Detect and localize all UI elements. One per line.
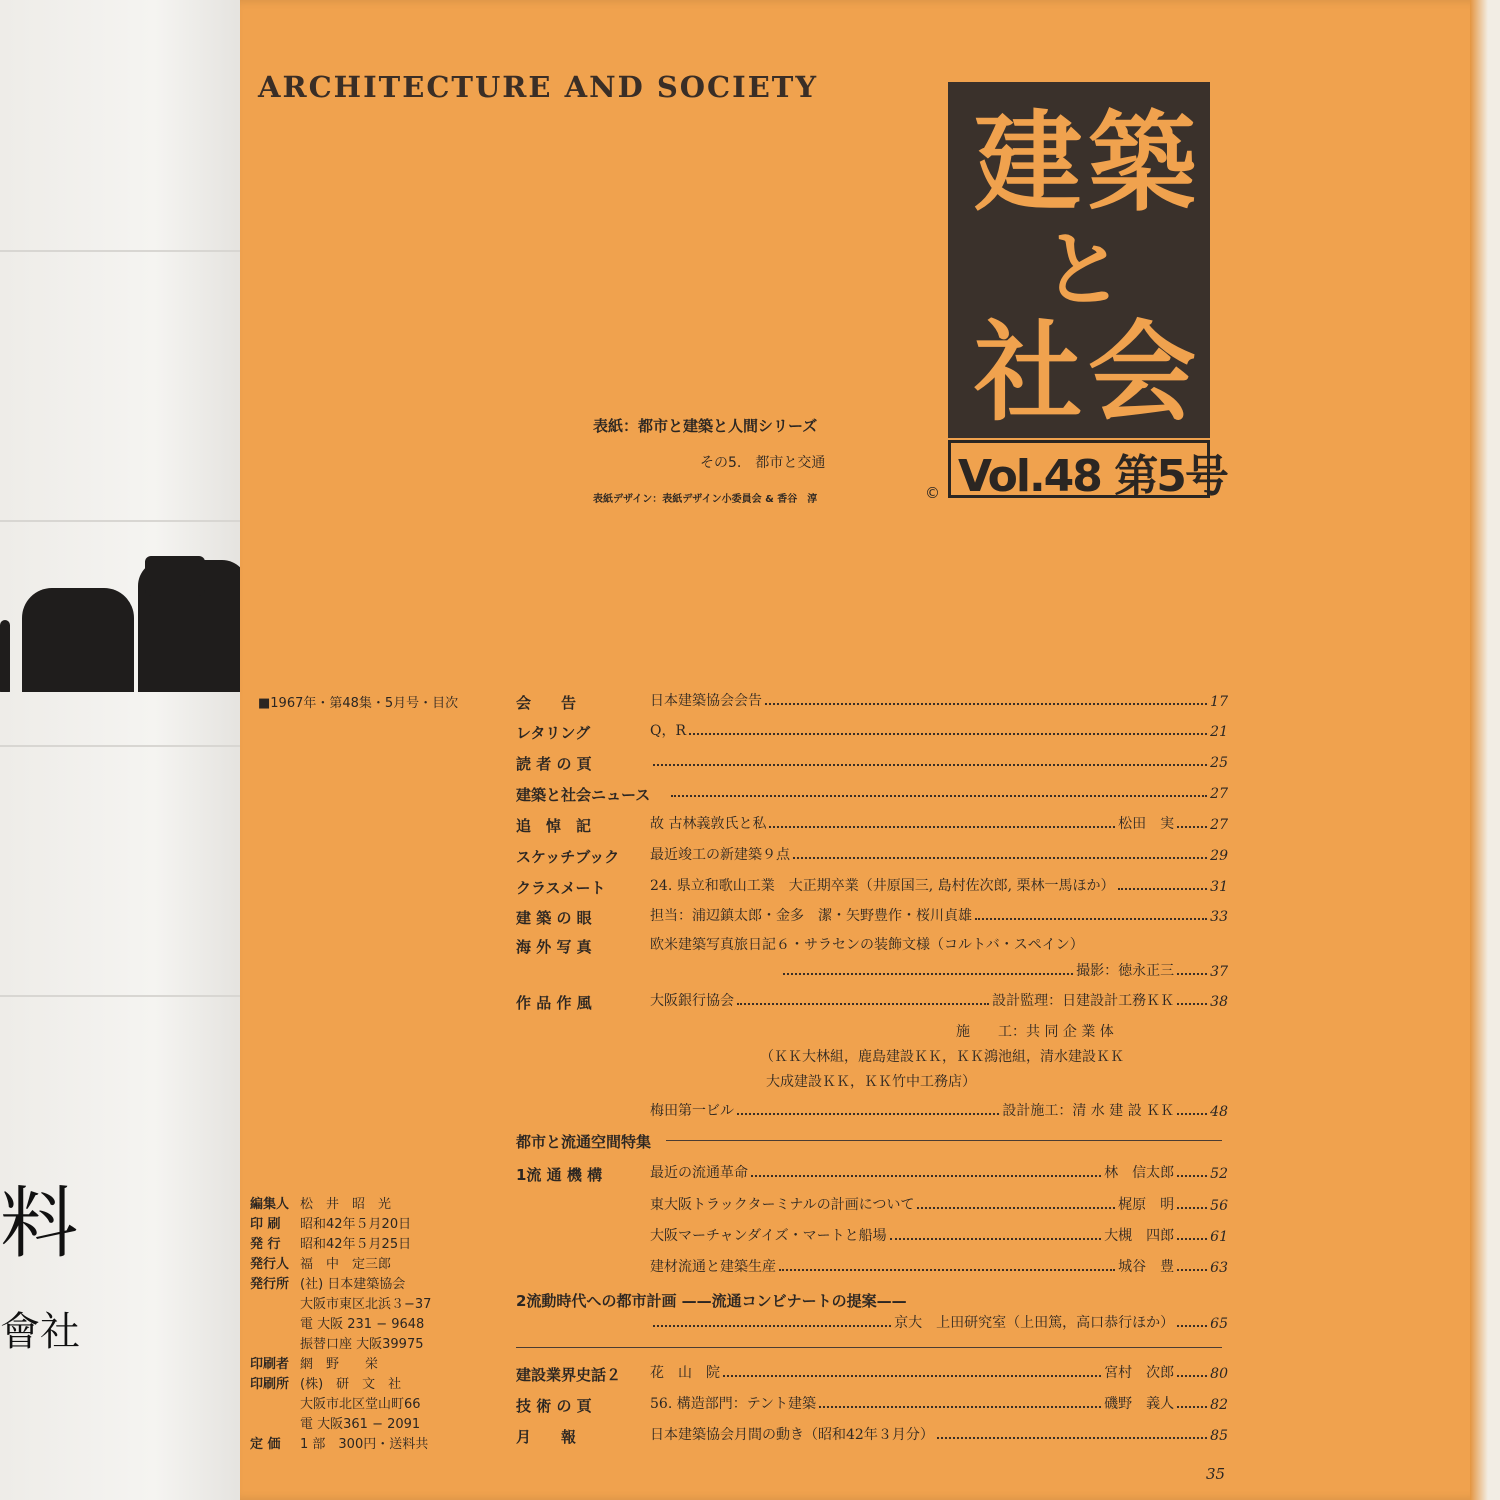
leader-dots [1177, 1375, 1207, 1377]
toc-entry[interactable] [650, 690, 1228, 710]
page-fold [0, 995, 258, 997]
leader-dots [765, 703, 1207, 705]
toc-page-number: 29 [1210, 848, 1228, 864]
colophon-line [250, 1255, 391, 1275]
masthead-char: 築 [1088, 101, 1197, 226]
toc-entry[interactable] [650, 1225, 1228, 1245]
cover-note-label: 表紙：都市と建築と人間シリーズ [593, 417, 818, 435]
leader-dots [917, 1207, 1115, 1209]
leader-dots [1177, 1238, 1207, 1240]
colophon-value: 1 部 300円・送料共 [300, 1437, 429, 1452]
colophon-value: 電 大阪 231 − 9648 [300, 1317, 425, 1332]
toc-page-number: 52 [1210, 1166, 1228, 1182]
toc-title: Q，R [650, 723, 687, 739]
toc-title: 担当：浦辺鎮太郎・金多 潔・矢野豊作・桜川貞雄 [650, 908, 972, 924]
leader-dots [737, 1003, 989, 1005]
toc-section: 1流 通 機 構 [516, 1166, 603, 1184]
toc-entry[interactable] [650, 905, 1228, 925]
leader-dots [783, 973, 1073, 975]
page-fold [0, 250, 258, 252]
toc-page-number: 37 [1210, 964, 1228, 980]
colophon-line [250, 1235, 411, 1255]
toc-section: スケッチブック [516, 848, 620, 866]
toc-title: 建材流通と建築生産 [650, 1259, 776, 1275]
toc-author: 梶原 明 [1118, 1197, 1175, 1213]
colophon-value: 振替口座 大阪39975 [300, 1337, 424, 1352]
masthead-char: と [1042, 223, 1125, 318]
page-edge [1470, 0, 1500, 1500]
left-facing-page [0, 0, 258, 1500]
copyright-mark: © [925, 484, 940, 502]
toc-entry[interactable] [650, 1312, 1228, 1332]
leader-dots [671, 795, 1207, 797]
colophon-value: 昭和42年５月20日 [300, 1217, 412, 1232]
toc-section: 追 悼 記 [516, 817, 592, 835]
toc-title: 故 古林義敦氏と私 [650, 816, 767, 832]
divider [666, 1140, 1222, 1141]
toc-section: レタリング [516, 724, 591, 742]
toc-page-number: 56 [1210, 1198, 1228, 1214]
colophon-line [250, 1335, 424, 1355]
ink-shape [145, 556, 205, 596]
toc-heading: ■1967年・第48集・5月号・目次 [258, 696, 459, 711]
toc-author: 設計監理：日建設計工務ＫＫ [992, 993, 1175, 1009]
feature-title: 都市と流通空間特集 [516, 1133, 652, 1151]
toc-title: 最近竣工の新建築９点 [650, 847, 790, 863]
cover-note-sub: その5. 都市と交通 [700, 455, 826, 471]
colophon-line [250, 1315, 424, 1335]
colophon-value: 昭和42年５月25日 [300, 1237, 412, 1252]
toc-section: 建設業界史話２ [516, 1366, 622, 1384]
colophon-label: 発 行 [250, 1237, 281, 1252]
toc-page-number: 27 [1210, 786, 1228, 802]
page-fold [0, 745, 258, 747]
leader-dots [1177, 973, 1207, 975]
toc-section: 建築と社会ニュース [516, 786, 651, 804]
page-number: 35 [1206, 1465, 1226, 1483]
colophon-line [250, 1435, 428, 1455]
colophon-label: 印刷者 [250, 1357, 290, 1372]
leader-dots [769, 826, 1115, 828]
toc-entry[interactable] [650, 813, 1228, 833]
leader-dots [1177, 1113, 1207, 1115]
leader-dots [819, 1406, 1101, 1408]
toc-page-number: 17 [1210, 694, 1228, 710]
toc-title: 大阪マーチャンダイズ・マートと船場 [650, 1228, 887, 1244]
colophon-value: 福 中 定三郎 [300, 1257, 392, 1272]
toc-title: 日本建築協会会告 [650, 693, 762, 709]
toc-page-number: 65 [1210, 1316, 1228, 1332]
masthead-char: 社 [974, 311, 1083, 436]
toc-title: 日本建築協会月間の動き（昭和42年３月分） [650, 1427, 934, 1443]
leader-dots [1177, 1003, 1207, 1005]
toc-entry[interactable] [650, 1424, 1228, 1444]
toc-entry[interactable] [668, 782, 1228, 802]
leader-dots [1177, 1325, 1207, 1327]
masthead-char: 建 [974, 101, 1083, 226]
left-ad-char: 料 [0, 1179, 79, 1269]
toc-section: 月 報 [516, 1428, 577, 1446]
leader-dots [1177, 1175, 1207, 1177]
leader-dots [751, 1175, 1101, 1177]
english-title: ARCHITECTURE AND SOCIETY [258, 70, 819, 104]
leader-dots [890, 1238, 1102, 1240]
toc-section: 会 告 [516, 694, 577, 712]
toc-page-number: 61 [1210, 1229, 1228, 1245]
toc-page-number: 82 [1210, 1397, 1228, 1413]
leader-dots [1177, 1269, 1207, 1271]
toc-author: 撮影：徳永正三 [1076, 963, 1175, 979]
colophon-line [250, 1395, 421, 1415]
toc-entry[interactable] [650, 1393, 1228, 1413]
masthead-char: 会 [1088, 311, 1197, 436]
toc-author: 宮村 次郎 [1104, 1365, 1175, 1381]
toc-page-number: 31 [1210, 879, 1228, 895]
colophon-value: (株) 研 文 社 [300, 1377, 402, 1392]
colophon-label: 発行人 [250, 1257, 290, 1272]
toc-entry[interactable] [650, 1362, 1228, 1382]
colophon-line [250, 1415, 420, 1435]
toc-section: クラスメート [516, 879, 606, 897]
leader-dots [737, 1113, 999, 1115]
leader-dots [723, 1375, 1101, 1377]
toc-author: 林 信太郎 [1104, 1165, 1175, 1181]
colophon-line [250, 1215, 411, 1235]
toc-author: 設計施工：清 水 建 設 ＫＫ [1002, 1103, 1175, 1119]
toc-title: 56. 構造部門：テント建築 [650, 1396, 817, 1412]
toc-author: 京大 上田研究室（上田篤，高口恭行ほか） [894, 1315, 1175, 1331]
colophon-label: 定 価 [250, 1437, 281, 1452]
colophon-value: 電 大阪361 − 2091 [300, 1417, 421, 1432]
colophon-value: 大阪市北区堂山町66 [300, 1397, 421, 1412]
toc-page-number: 25 [1210, 755, 1228, 771]
colophon-line [250, 1195, 391, 1215]
toc-section: 海 外 写 真 [516, 938, 592, 956]
toc-entry[interactable] [650, 844, 1228, 864]
toc-section: 建 築 の 眼 [516, 909, 592, 927]
toc-page-number: 63 [1210, 1260, 1228, 1276]
toc-title: 欧米建築写真旅日記６・サラセンの装飾文様（コルトバ・スペイン） [650, 937, 1084, 953]
toc-title: 最近の流通革命 [650, 1165, 748, 1181]
ink-shape [0, 620, 10, 692]
toc-page-number: 85 [1210, 1428, 1228, 1444]
toc-title: 24. 県立和歌山工業 大正期卒業（井原国三, 島村佐次郎, 栗林一馬ほか） [650, 878, 1115, 894]
toc-section: 読 者 の 頁 [516, 755, 592, 773]
toc-page-number: 48 [1210, 1104, 1228, 1120]
toc-page-number: 27 [1210, 817, 1228, 833]
colophon-value: 網 野 栄 [300, 1357, 379, 1372]
colophon-label: 編集人 [250, 1197, 290, 1212]
toc-author: 松田 実 [1118, 816, 1175, 832]
toc-section: 作 品 作 風 [516, 994, 592, 1012]
toc-author: 大槻 四郎 [1104, 1228, 1175, 1244]
leader-dots [1177, 1406, 1207, 1408]
colophon-label: 印刷所 [250, 1377, 290, 1392]
toc-title: 大阪銀行協会 [650, 993, 734, 1009]
colophon-line [250, 1295, 431, 1315]
left-ad-tail: 會社 [0, 1309, 80, 1355]
volume-label: Vol.48 第5号 [958, 451, 1227, 502]
toc-entry[interactable] [650, 1162, 1228, 1182]
leader-dots [653, 764, 1207, 766]
ink-shape [22, 588, 134, 692]
toc-entry[interactable] [780, 960, 1228, 980]
colophon-value: 大阪市東区北浜３−37 [300, 1297, 432, 1312]
colophon-value: (社) 日本建築協会 [300, 1277, 406, 1292]
leader-dots [689, 733, 1207, 735]
toc-page-number: 33 [1210, 909, 1228, 925]
colophon-line [250, 1355, 378, 1375]
toc-page-number: 38 [1210, 994, 1228, 1010]
toc-entry[interactable] [650, 1256, 1228, 1276]
leader-dots [1118, 888, 1208, 890]
leader-dots [1177, 826, 1207, 828]
toc-entry[interactable] [650, 875, 1228, 895]
colophon-label: 発行所 [250, 1277, 290, 1292]
construction-credit: 施 工：共 同 企 業 体 [956, 1024, 1114, 1040]
contractor-list: 大成建設ＫＫ，ＫＫ竹中工務店） [766, 1074, 976, 1090]
toc-author: 城谷 豊 [1118, 1259, 1175, 1275]
toc-author: 磯野 義人 [1104, 1396, 1175, 1412]
toc-title: 花 山 院 [650, 1365, 720, 1381]
toc-entry[interactable] [650, 1100, 1228, 1120]
leader-dots [937, 1437, 1207, 1439]
leader-dots [975, 918, 1207, 920]
colophon-value: 松 井 昭 光 [300, 1197, 392, 1212]
masthead-block [948, 82, 1210, 438]
toc-entry[interactable] [650, 751, 1228, 771]
colophon-line [250, 1375, 401, 1395]
page-fold [0, 520, 258, 522]
cover-design-credit: 表紙デザイン：表紙デザイン小委員会 & 香谷 淳 [593, 494, 818, 505]
toc-entry[interactable] [650, 720, 1228, 740]
toc-section: 2流動時代への都市計画 ——流通コンビナートの提案—— [516, 1292, 907, 1310]
toc-section: 技 術 の 頁 [516, 1397, 592, 1415]
leader-dots [779, 1269, 1115, 1271]
toc-page-number: 21 [1210, 724, 1228, 740]
colophon-label: 印 刷 [250, 1217, 281, 1232]
leader-dots [793, 857, 1207, 859]
toc-entry[interactable] [650, 1194, 1228, 1214]
toc-title: 梅田第一ビル [650, 1103, 734, 1119]
leader-dots [653, 1325, 891, 1327]
colophon-line [250, 1275, 405, 1295]
contractor-list: （ＫＫ大林組，鹿島建設ＫＫ，ＫＫ鴻池組，清水建設ＫＫ [760, 1049, 1124, 1065]
toc-page-number: 80 [1210, 1366, 1228, 1382]
toc-entry[interactable] [650, 990, 1228, 1010]
divider [516, 1347, 1222, 1348]
toc-title: 東大阪トラックターミナルの計画について [650, 1197, 915, 1213]
leader-dots [1177, 1207, 1207, 1209]
